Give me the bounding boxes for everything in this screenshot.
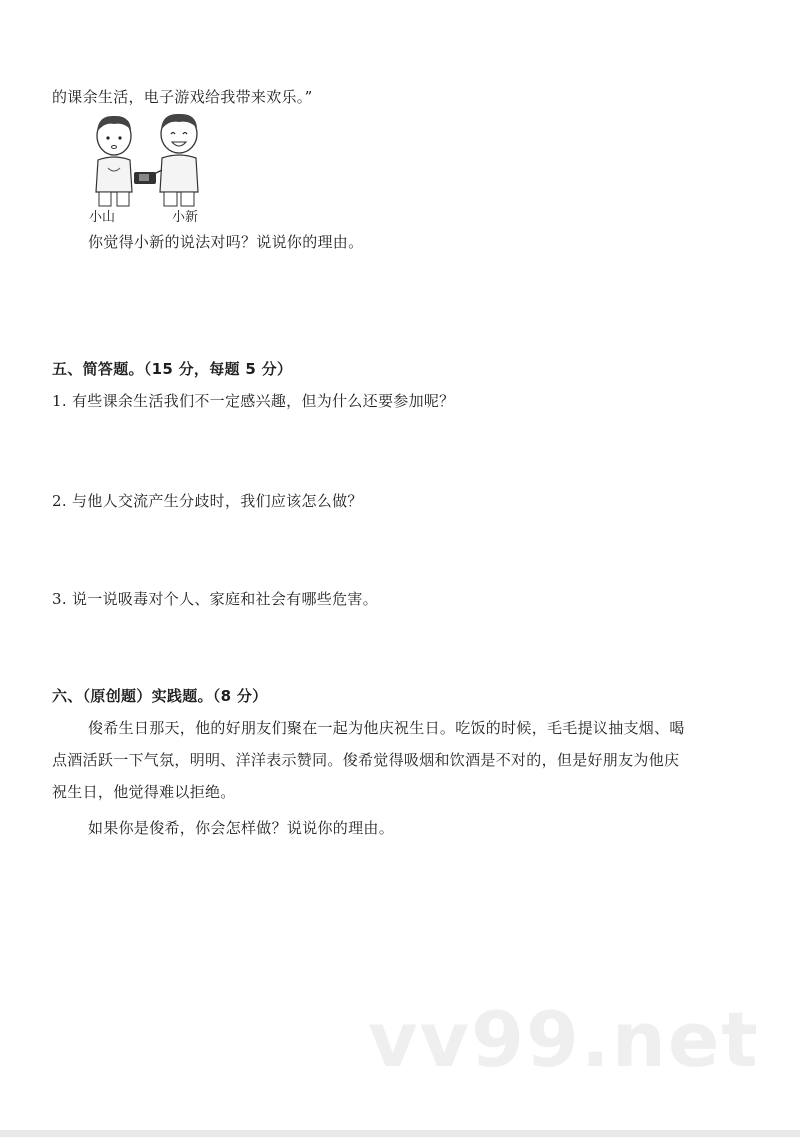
- section-five-question-2: 2. 与他人交流产生分歧时，我们应该怎么做？: [52, 492, 363, 510]
- left-child-figure: [96, 116, 132, 206]
- section-five-question-3: 3. 说一说吸毒对个人、家庭和社会有哪些危害。: [52, 590, 378, 608]
- intro-line: 的课余生活，电子游戏给我带来欢乐。”: [52, 88, 313, 106]
- watermark: vv99.net: [368, 995, 760, 1084]
- right-child-figure: [150, 114, 198, 206]
- right-child-label: 小新: [172, 210, 199, 225]
- left-child-label: 小山: [89, 210, 116, 225]
- section-five-heading: 五、简答题。（15 分，每题 5 分）: [52, 360, 293, 378]
- section-six-paragraph-line-2: 点酒活跃一下气氛，明明、洋洋表示赞同。俊希觉得吸烟和饮酒是不对的，但是好朋友为他庆: [52, 751, 680, 769]
- game-device-icon: [134, 172, 156, 184]
- section-six-paragraph-line-3: 祝生日，他觉得难以拒绝。: [52, 783, 236, 801]
- question-text: 你觉得小新的说法对吗？说说你的理由。: [88, 233, 364, 251]
- section-five-question-1: 1. 有些课余生活我们不一定感兴趣，但为什么还要参加呢？: [52, 392, 455, 410]
- page-bottom-edge: [0, 1130, 800, 1137]
- section-six-heading: 六、（原创题）实践题。（8 分）: [52, 687, 268, 705]
- section-six-paragraph-line-1: 俊希生日那天，他的好朋友们聚在一起为他庆祝生日。吃饭的时候，毛毛提议抽支烟、喝: [88, 719, 685, 737]
- section-six-question: 如果你是俊希，你会怎样做？说说你的理由。: [88, 819, 395, 837]
- children-illustration: [84, 110, 214, 212]
